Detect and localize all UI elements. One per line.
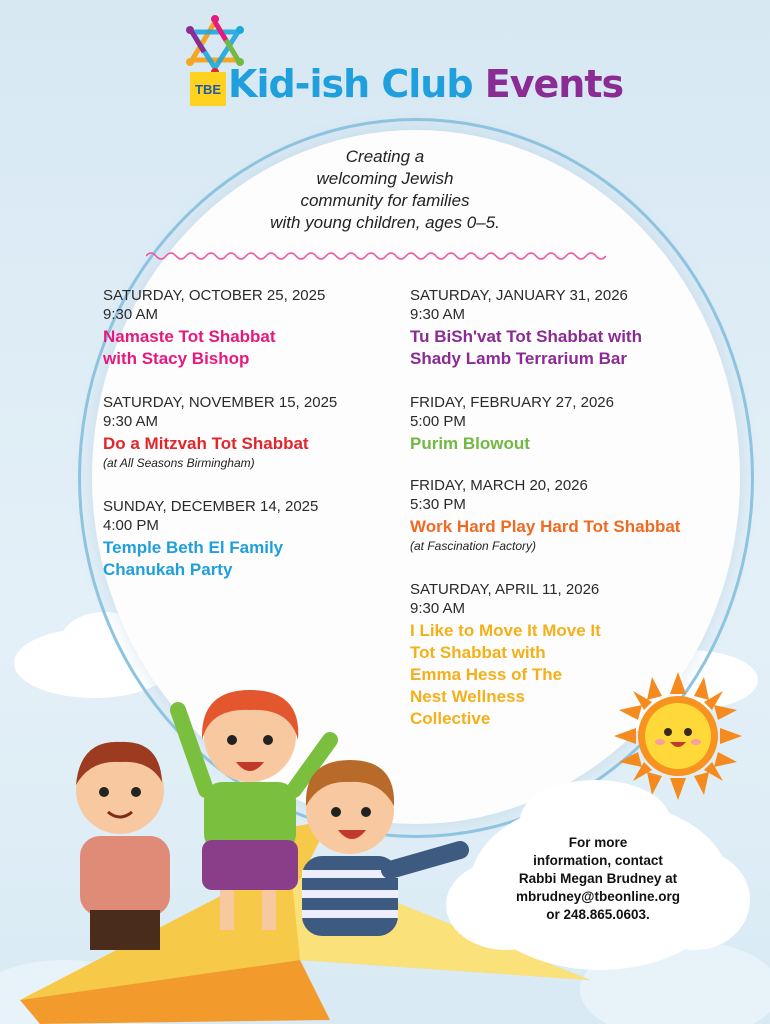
- event-title: Temple Beth El Family Chanukah Party: [103, 538, 284, 579]
- contact-info: For more information, contact Rabbi Megan Brudney at mbrudney@tbeonline.org or 248.865.0603.: [498, 834, 698, 924]
- contact-phone[interactable]: or 248.865.0603.: [546, 907, 650, 922]
- intro-line: community for families: [300, 191, 470, 210]
- event-location: (at All Seasons Birmingham): [103, 456, 255, 470]
- event-title: Purim Blowout: [410, 434, 530, 453]
- event-time: 9:30 AM: [410, 306, 466, 323]
- event-time: 9:30 AM: [103, 306, 159, 323]
- event-date: FRIDAY, FEBRUARY 27, 2026: [410, 394, 614, 411]
- sun-icon: [614, 672, 742, 800]
- event-time: 5:00 PM: [410, 413, 466, 430]
- event-date: SATURDAY, NOVEMBER 15, 2025: [103, 394, 338, 411]
- event-title: Namaste Tot Shabbat with Stacy Bishop: [103, 327, 276, 368]
- boy-right: [302, 760, 460, 936]
- title-club: Kid-ish Club: [228, 62, 473, 106]
- event-title: Do a Mitzvah Tot Shabbat: [103, 434, 309, 453]
- title-events: Events: [484, 62, 624, 106]
- event-purim: [410, 393, 740, 455]
- event-date: SATURDAY, APRIL 11, 2026: [410, 581, 600, 598]
- contact-email[interactable]: mbrudney@tbeonline.org: [516, 889, 680, 904]
- event-date: SATURDAY, JANUARY 31, 2026: [410, 287, 628, 304]
- event-time: 5:30 PM: [410, 496, 466, 513]
- event-time: 9:30 AM: [410, 600, 466, 617]
- wavy-divider: [146, 250, 606, 262]
- event-title: Work Hard Play Hard Tot Shabbat: [410, 517, 681, 536]
- event-date: SUNDAY, DECEMBER 14, 2025: [103, 498, 319, 515]
- event-title: I Like to Move It Move It Tot Shabbat with Emma Hess of The Nest Wellness Collective: [410, 621, 601, 728]
- event-time: 9:30 AM: [103, 413, 159, 430]
- boy-left: [76, 742, 170, 950]
- event-namaste: [103, 286, 433, 370]
- event-date: FRIDAY, MARCH 20, 2026: [410, 477, 588, 494]
- event-tu-bishvat: [410, 286, 740, 370]
- intro-line: with young children, ages 0–5.: [270, 213, 500, 232]
- intro-line: Creating a: [345, 147, 425, 166]
- event-work-hard: [410, 476, 740, 555]
- page-title: [228, 62, 623, 106]
- event-mitzvah: [103, 393, 433, 472]
- children-illustration: [40, 690, 480, 960]
- event-date: SATURDAY, OCTOBER 25, 2025: [103, 287, 326, 304]
- event-chanukah: [103, 497, 433, 581]
- intro-text: [200, 146, 570, 234]
- event-location: (at Fascination Factory): [410, 539, 537, 553]
- intro-line: welcoming Jewish: [316, 169, 454, 188]
- tbe-logo-badge: TBE: [190, 72, 226, 106]
- event-title: Tu BiSh'vat Tot Shabbat with Shady Lamb Terrarium Bar: [410, 327, 642, 368]
- event-time: 4:00 PM: [103, 517, 159, 534]
